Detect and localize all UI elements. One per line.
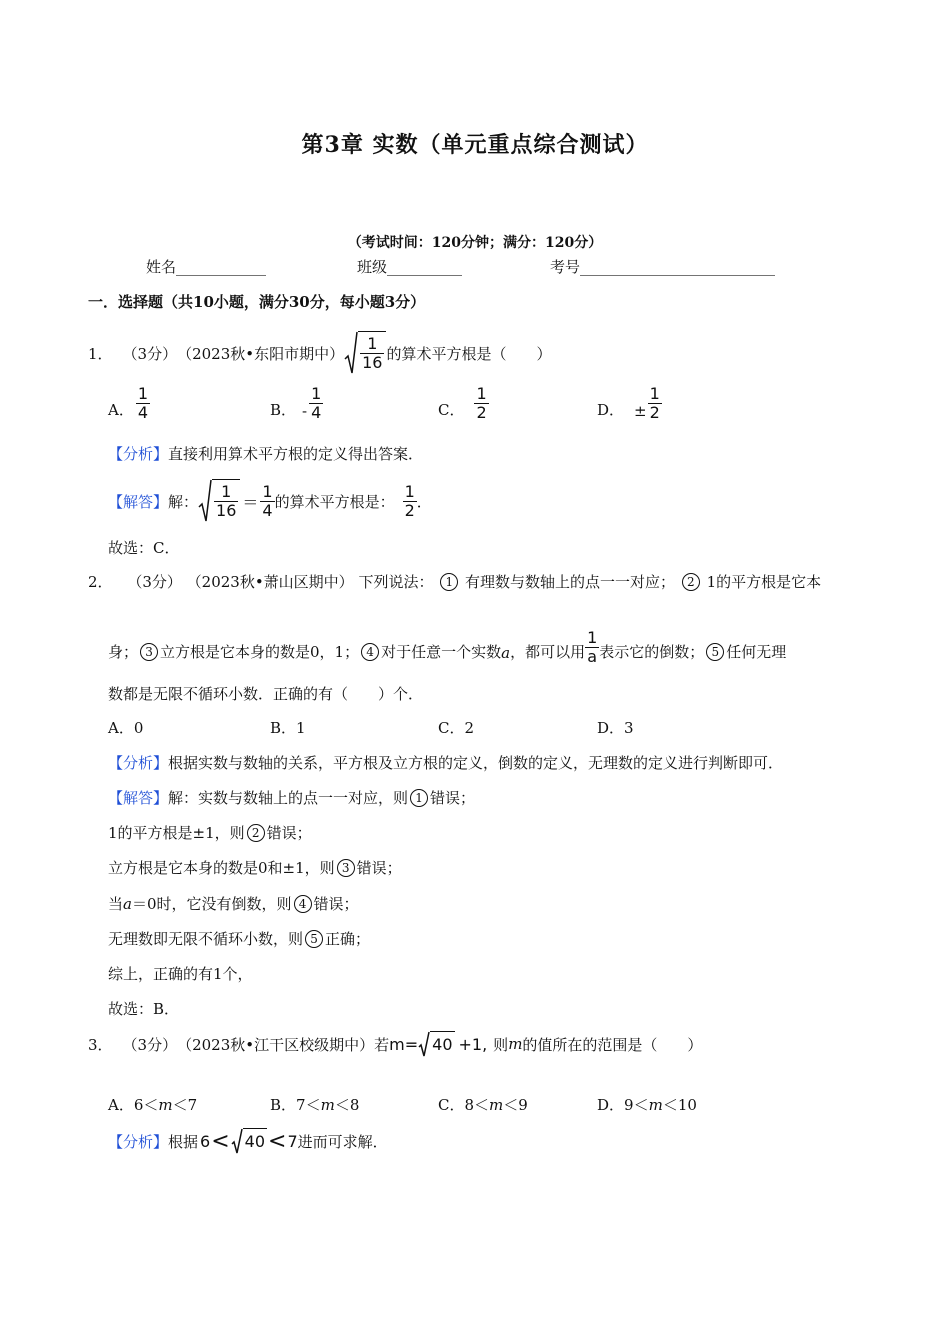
- q3-ineq-lt-2: <: [268, 1128, 287, 1154]
- q2-source: （2023秋•萧山区期中）: [186, 573, 354, 591]
- q1-option-b-den: 4: [311, 403, 322, 422]
- q2-reason-3: [108, 857, 402, 878]
- q1-answer-result-den: 2: [404, 500, 415, 520]
- id-blank: __________________________: [580, 258, 776, 276]
- q1-answer: [108, 478, 432, 524]
- q3-stem-b: 的值所在的范围是（ ）: [522, 1035, 703, 1054]
- q3-option-b-label: B．: [270, 1096, 297, 1114]
- q1-answer-frac-num: 1: [262, 481, 273, 501]
- q1-option-b[interactable]: [270, 378, 323, 422]
- q3-option-c-lo: 8＜: [464, 1096, 490, 1114]
- q3-option-b-lo: 7＜: [296, 1096, 321, 1114]
- q1-answer-sqrt-num: 1: [214, 483, 238, 502]
- class-label: 班级: [357, 258, 388, 276]
- circled-3: 3: [140, 643, 158, 661]
- q1-option-d-num: 1: [649, 384, 660, 403]
- q3-option-b-hi: ＜8: [334, 1096, 360, 1114]
- q1-option-c[interactable]: [438, 378, 489, 422]
- q3-option-c[interactable]: [438, 1094, 528, 1115]
- q2-option-c-label: C．: [438, 719, 465, 737]
- q1-answer-frac-den: 4: [262, 500, 273, 520]
- q2-statement-5a: 任何无理: [726, 643, 787, 661]
- class-field[interactable]: [357, 256, 462, 277]
- question-1-stem: [88, 330, 552, 376]
- q1-option-d-label: D．: [597, 401, 625, 419]
- q3-ineq-lo: 6: [200, 1131, 211, 1151]
- q3-var-m: m: [508, 1035, 523, 1053]
- q3-score: （3分）: [122, 1035, 178, 1054]
- q1-option-b-sign: -: [302, 402, 308, 420]
- q1-sqrt-den: 16: [362, 353, 383, 372]
- q1-answer-mid: 的算术平方根是：: [274, 492, 395, 511]
- q1-option-b-num: 1: [311, 384, 322, 403]
- q3-sqrt-expression: [418, 1031, 454, 1057]
- q1-option-a-label: A．: [108, 401, 134, 419]
- q1-option-b-label: B．: [270, 401, 297, 419]
- q2-line-3: 数都是无限不循环小数．正确的有（ ）个．: [108, 685, 424, 703]
- q2-statement-1: 有理数与数轴上的点一一对应；: [465, 573, 676, 591]
- page-title: 第3章 实数（单元重点综合测试）: [301, 132, 649, 158]
- q3-option-c-label: C．: [438, 1096, 465, 1114]
- q2-option-d-label: D．: [597, 719, 625, 737]
- q3-option-b-var: m: [320, 1096, 335, 1114]
- q1-option-d[interactable]: [597, 378, 662, 422]
- answer-tag: 【解答】: [108, 789, 169, 807]
- q1-analysis-text: 直接利用算术平方根的定义得出答案．: [168, 445, 424, 463]
- q2-option-c-text: 2: [464, 719, 475, 737]
- id-field[interactable]: [550, 256, 775, 277]
- circled-3: 3: [337, 859, 355, 877]
- circled-2: 2: [247, 824, 265, 842]
- q3-ineq-lt-1: <: [211, 1128, 230, 1154]
- q3-number: 3．: [88, 1035, 113, 1054]
- q1-option-a-den: 4: [137, 403, 149, 422]
- q3-option-d-label: D．: [597, 1096, 625, 1114]
- q1-answer-sqrt-den: 16: [216, 501, 237, 520]
- q2-r4-head: 当: [108, 895, 124, 913]
- q2-option-a[interactable]: [108, 717, 143, 738]
- answer-tag: 【解答】: [108, 492, 169, 511]
- q2-option-b-text: 1: [296, 719, 306, 737]
- q2-frac-den: a: [587, 647, 598, 666]
- q1-option-c-den: 2: [476, 403, 487, 422]
- q1-answer-lead: 解：: [168, 492, 199, 511]
- q1-option-a[interactable]: [108, 378, 150, 422]
- q2-var-a: a: [501, 644, 511, 662]
- q2-option-b[interactable]: [270, 717, 306, 738]
- q3-option-a-var: m: [158, 1096, 173, 1114]
- name-field[interactable]: [146, 256, 266, 277]
- question-2-line-2: [108, 616, 786, 666]
- q1-answer-period: ．: [416, 492, 432, 511]
- q1-analysis: [108, 443, 423, 464]
- q3-expr-tail: +1,: [458, 1034, 488, 1054]
- q2-option-a-label: A．: [108, 719, 134, 737]
- q1-answer-eq: ＝: [242, 492, 259, 512]
- q2-statement-4a: 对于任意一个实数: [381, 643, 502, 661]
- q3-option-b[interactable]: [270, 1094, 359, 1115]
- q2-r5-tail: 正确；: [325, 930, 371, 948]
- q1-final: 故选：C．: [108, 539, 180, 557]
- q1-source: （2023秋•东阳市期中）: [177, 344, 345, 363]
- q2-statement-4c: 表示它的倒数；: [599, 643, 705, 661]
- q1-sqrt-num: 1: [360, 335, 384, 354]
- q2-analysis: [108, 752, 783, 773]
- circled-2: 2: [682, 573, 700, 591]
- q2-statement-4b: ，都可以用: [510, 643, 586, 661]
- q2-r1-tail: 错误；: [430, 789, 476, 807]
- section-heading: 一．选择题（共10小题，满分30分，每小题3分）: [88, 293, 426, 311]
- q2-reason-5: [108, 928, 370, 949]
- q1-option-a-num: 1: [137, 384, 149, 403]
- q3-analysis-tail: 进而可求解．: [297, 1132, 388, 1151]
- q3-option-a[interactable]: [108, 1094, 197, 1115]
- circled-1: 1: [410, 789, 428, 807]
- class-blank: __________: [387, 258, 463, 276]
- q1-answer-result-num: 1: [404, 481, 415, 501]
- q3-sqrt-radicand: 40: [430, 1031, 454, 1057]
- q2-r3-head: 立方根是它本身的数是0和±1，则: [108, 859, 335, 877]
- q1-sqrt-expression: [344, 331, 386, 375]
- exam-info: （考试时间：120分钟；满分：120分）: [347, 235, 603, 251]
- q2-reason-2: [108, 822, 312, 843]
- q1-stem-tail: 的算术平方根是（ ）: [386, 344, 552, 363]
- name-label: 姓名: [146, 258, 177, 276]
- analysis-tag: 【分析】: [108, 1132, 169, 1151]
- q1-answer-sqrt: [198, 479, 240, 523]
- q2-r3-tail: 错误；: [356, 859, 402, 877]
- q2-summary: 综上，正确的有1个，: [108, 965, 253, 983]
- id-label: 考号: [550, 258, 581, 276]
- circled-1: 1: [440, 573, 458, 591]
- q3-option-a-lo: 6＜: [133, 1096, 159, 1114]
- q3-analysis: [108, 1124, 388, 1158]
- circled-4: 4: [361, 643, 379, 661]
- name-blank: ____________: [176, 258, 267, 276]
- q2-reason-4: [108, 893, 359, 914]
- q3-ineq-radicand: 40: [243, 1128, 267, 1154]
- q3-if: 若: [374, 1035, 390, 1054]
- circled-5: 5: [706, 643, 724, 661]
- q3-option-d-var: m: [648, 1096, 663, 1114]
- q2-option-b-label: B．: [270, 719, 297, 737]
- circled-4: 4: [294, 895, 312, 913]
- q2-option-a-text: 0: [133, 719, 144, 737]
- analysis-tag: 【分析】: [108, 754, 169, 772]
- q2-answer-lead: 解：实数与数轴上的点一一对应，则: [168, 789, 409, 807]
- q2-intro: 下列说法：: [358, 573, 434, 591]
- q2-option-d-text: 3: [624, 719, 634, 737]
- q2-r4-var: a: [123, 895, 132, 913]
- q1-option-c-label: C．: [438, 401, 465, 419]
- q3-stem-a: 则: [493, 1035, 509, 1054]
- q1-option-c-num: 1: [476, 384, 487, 403]
- q2-statement-2b: 身；: [108, 643, 139, 661]
- q2-statement-3: 立方根是它本身的数是0，1；: [160, 643, 360, 661]
- q2-analysis-text: 根据实数与数轴的关系，平方根及立方根的定义，倒数的定义，无理数的定义进行判断即可．: [168, 754, 784, 772]
- q2-option-d[interactable]: [597, 717, 634, 738]
- q3-option-c-hi: ＜9: [503, 1096, 528, 1114]
- analysis-tag: 【分析】: [108, 445, 169, 463]
- q2-final: 故选：B．: [108, 1000, 180, 1018]
- q2-r4-tail: 错误；: [313, 895, 359, 913]
- q3-option-a-hi: ＜7: [172, 1096, 198, 1114]
- q3-expr-m: m=: [389, 1034, 419, 1054]
- q1-option-d-sign: ±: [634, 402, 647, 420]
- q2-number: 2．: [88, 573, 113, 591]
- q3-option-a-label: A．: [108, 1096, 134, 1114]
- q3-ineq-hi: 7: [287, 1131, 298, 1151]
- q1-option-d-den: 2: [649, 403, 660, 422]
- q3-option-d-hi: ＜10: [662, 1096, 697, 1114]
- q3-option-c-var: m: [489, 1096, 504, 1114]
- q2-frac-num: 1: [587, 628, 598, 647]
- question-2-line-1: [88, 571, 821, 592]
- q3-option-d[interactable]: [597, 1094, 697, 1115]
- q2-r2-head: 1的平方根是±1，则: [108, 824, 245, 842]
- q3-source: （2023秋•江干区校级期中）: [177, 1035, 375, 1054]
- q2-r5-head: 无理数即无限不循环小数，则: [108, 930, 304, 948]
- q2-r4-mid: ＝0时，它没有倒数，则: [131, 895, 292, 913]
- q2-option-c[interactable]: [438, 717, 474, 738]
- q2-answer: [108, 787, 475, 808]
- q3-analysis-lead: 根据: [168, 1132, 199, 1151]
- q1-number: 1．: [88, 344, 113, 363]
- q1-score: （3分）: [122, 344, 178, 363]
- question-3-stem: [88, 1028, 702, 1060]
- circled-5: 5: [305, 930, 323, 948]
- q2-r2-tail: 错误；: [266, 824, 312, 842]
- q2-statement-2a: 1的平方根是它本: [706, 573, 822, 591]
- q3-ineq-sqrt: [231, 1128, 267, 1154]
- q2-score: （3分）: [127, 573, 182, 591]
- q3-option-d-lo: 9＜: [624, 1096, 649, 1114]
